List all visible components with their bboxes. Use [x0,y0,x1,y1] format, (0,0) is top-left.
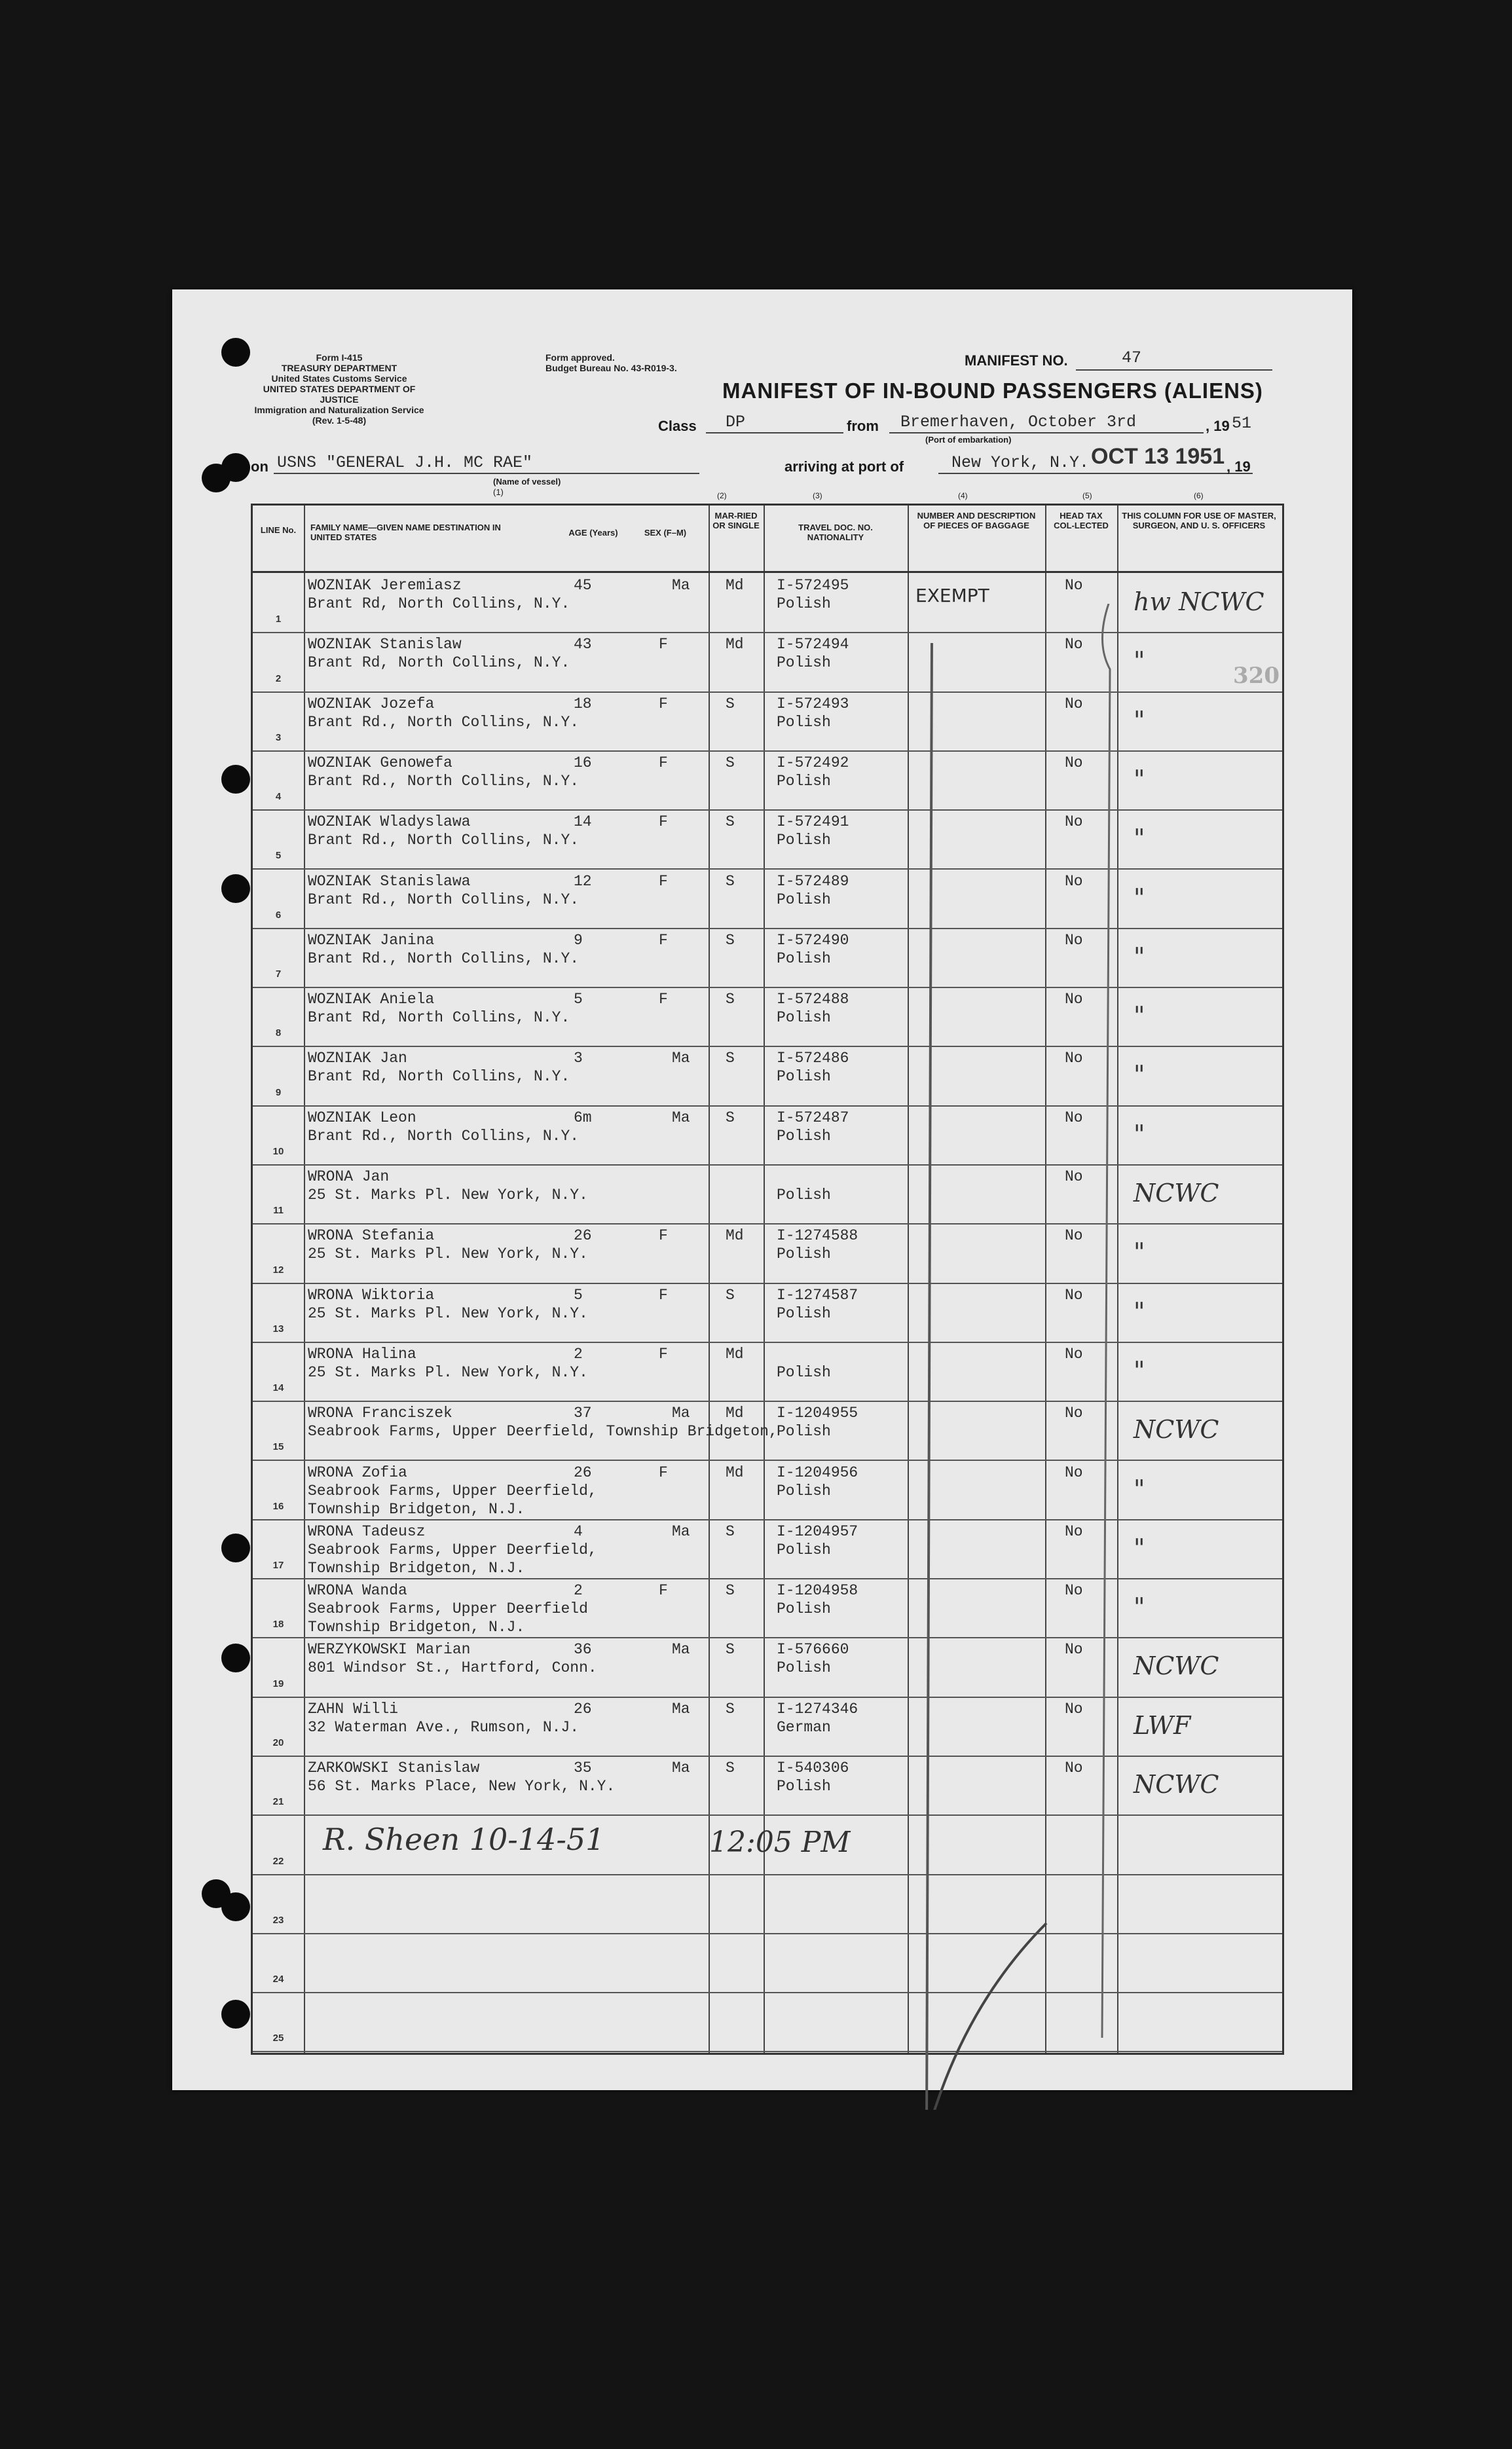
officer-note: " [1134,1355,1145,1385]
marital-status: S [726,1522,735,1540]
line-number: 19 [272,1678,284,1689]
travel-doc: I-572493 [777,695,849,712]
passenger-name: WOZNIAK Jeremiasz [308,577,462,594]
travel-doc: I-572487 [777,1109,849,1126]
sex: F [659,991,668,1008]
marital-status: S [726,813,735,831]
header-married: MAR-RIED OR SINGLE [712,511,760,530]
line-number: 18 [272,1619,284,1630]
arrival-date-stamp: OCT 13 1951 [1091,444,1225,469]
nationality: Polish [777,1009,831,1027]
sex: F [659,636,668,654]
head-tax: No [1065,813,1083,831]
destination: 25 St. Marks Pl. New York, N.Y. [308,1245,588,1263]
nationality: Polish [777,772,831,790]
head-tax: No [1065,1286,1083,1304]
head-tax: No [1065,1227,1083,1245]
nationality: Polish [777,1600,831,1618]
officer-note: " [1134,824,1145,853]
passenger-name: WRONA Halina [308,1345,416,1363]
head-tax: No [1065,1464,1083,1481]
destination: 25 St. Marks Pl. New York, N.Y. [308,1363,588,1381]
nationality: Polish [777,595,831,612]
destination: Brant Rd., North Collins, N.Y. [308,949,580,967]
marital-status: S [726,991,735,1008]
col-num: (5) [1082,491,1092,500]
year-value: 51 [1232,414,1252,433]
travel-doc: I-572486 [777,1050,849,1067]
line-number: 23 [272,1914,284,1926]
header-age: AGE (Years) [568,528,618,538]
travel-doc: I-576660 [777,1641,849,1659]
passenger-name: WOZNIAK Stanislawa [308,872,471,890]
table-row [253,1637,1282,1696]
travel-doc: I-1204958 [777,1582,858,1600]
header-sex: SEX (F–M) [644,528,687,538]
header-travel: TRAVEL DOC. NO. NATIONALITY [798,523,873,542]
passenger-name: WOZNIAK Jan [308,1050,407,1067]
margin-mark: 320 [1233,663,1280,689]
sex: F [659,813,668,831]
marital-status: S [726,1759,735,1777]
header-line-no: LINE No. [260,525,297,535]
head-tax: No [1065,1582,1083,1600]
sex: F [659,754,668,771]
age: 35 [574,1759,592,1777]
head-tax: No [1065,1641,1083,1659]
line-number: 1 [275,614,282,625]
marital-status: S [726,1641,735,1659]
table-row [253,809,1282,868]
head-tax: No [1065,1700,1083,1718]
punch-hole [221,765,250,794]
head-tax: No [1065,931,1083,949]
line-number: 6 [275,909,282,921]
nationality: Polish [777,891,831,908]
table-row [253,869,1282,928]
table-row [253,1697,1282,1756]
col-num: (3) [813,491,822,500]
age: 14 [574,813,592,831]
destination: Seabrook Farms, Upper Deerfield, Township Bridgeton, [308,1423,778,1441]
destination-2: Township Bridgeton, N.J. [308,1500,525,1518]
line-number: 2 [275,672,282,684]
header-name: FAMILY NAME—GIVEN NAME DESTINATION IN UNITED STATES [310,523,501,542]
destination: Brant Rd., North Collins, N.Y. [308,1127,580,1145]
line-number: 10 [272,1145,284,1157]
age: 18 [574,695,592,712]
destination: Seabrook Farms, Upper Deerfield [308,1600,588,1618]
line-number: 14 [272,1382,284,1394]
punch-hole [221,1892,250,1921]
passenger-name: WRONA Wiktoria [308,1286,435,1304]
nationality: German [777,1718,831,1736]
officer-note: NCWC [1134,1770,1219,1799]
nationality: Polish [777,1245,831,1263]
sex: F [659,1227,668,1245]
officer-note: " [1134,764,1145,794]
travel-doc: I-1274587 [777,1286,858,1304]
nationality: Polish [777,1304,831,1322]
embark-note: (Port of embarkation) [925,435,1012,445]
line-number: 24 [272,1974,284,1985]
marital-status: Md [726,577,744,594]
age: 36 [574,1641,592,1659]
travel-doc: I-1274588 [777,1227,858,1245]
officer-note: " [1134,1593,1145,1622]
head-tax: No [1065,577,1083,594]
head-tax: No [1065,1168,1083,1185]
line-number: 7 [275,968,282,980]
manifest-no-value: 47 [1122,348,1142,367]
officer-note: NCWC [1134,1179,1219,1207]
nationality: Polish [777,1068,831,1086]
punch-hole [202,464,230,492]
travel-doc: I-572489 [777,872,849,890]
sex-male: Ma [672,1700,690,1718]
age: 26 [574,1464,592,1481]
marital-status: S [726,1286,735,1304]
table-row [253,928,1282,987]
line-number: 21 [272,1796,284,1808]
passenger-name: WRONA Stefania [308,1227,435,1245]
col-num: (4) [958,491,968,500]
table-row [253,691,1282,750]
nationality: Polish [777,713,831,731]
officer-note: LWF [1134,1710,1191,1740]
line-number: 11 [273,1205,284,1217]
destination-2: Township Bridgeton, N.J. [308,1619,525,1636]
arriving-label: arriving at port of [784,458,904,475]
age: 5 [574,991,583,1008]
punch-hole [221,1534,250,1562]
destination-2: Township Bridgeton, N.J. [308,1559,525,1577]
age: 2 [574,1582,583,1600]
table-row [253,750,1282,809]
travel-doc: I-572491 [777,813,849,831]
year-prefix: , 19 [1206,418,1230,434]
table-row [253,1342,1282,1401]
destination: 25 St. Marks Pl. New York, N.Y. [308,1304,588,1322]
passenger-name: ZARKOWSKI Stanislaw [308,1759,480,1777]
punch-hole [221,2000,250,2029]
travel-doc: I-572490 [777,931,849,949]
passenger-name: ZAHN Willi [308,1700,399,1718]
table-row [253,632,1282,691]
age: 3 [574,1050,583,1067]
head-tax-line [1082,604,1122,2110]
table-row [253,1756,1282,1814]
header-officers: THIS COLUMN FOR USE OF MASTER, SURGEON, AND U. S. OFFICERS [1122,511,1276,530]
marital-status: Md [726,1345,744,1363]
line-number: 20 [272,1737,284,1748]
destination: Brant Rd., North Collins, N.Y. [308,713,580,731]
age: 43 [574,636,592,654]
nationality: Polish [777,1659,831,1677]
signoff-time: 12:05 PM [709,1826,851,1859]
head-tax: No [1065,1759,1083,1777]
table-row [253,1223,1282,1282]
col-num: (2) [717,491,727,500]
head-tax: No [1065,695,1083,712]
punch-hole [221,874,250,903]
marital-status: Md [726,1405,744,1422]
head-tax: No [1065,1109,1083,1126]
passenger-name: WRONA Jan [308,1168,390,1185]
travel-doc: I-572495 [777,577,849,594]
destination: Brant Rd, North Collins, N.Y. [308,654,570,672]
travel-doc: I-572488 [777,991,849,1008]
travel-doc: I-572494 [777,636,849,654]
age: 26 [574,1700,592,1718]
head-tax: No [1065,1405,1083,1422]
col-num: (6) [1194,491,1204,500]
nationality: Polish [777,949,831,967]
table-row [253,1401,1282,1460]
line-number: 13 [272,1323,284,1335]
age: 4 [574,1522,583,1540]
sex: F [659,872,668,890]
line-number: 22 [272,1855,284,1867]
nationality: Polish [777,832,831,849]
passenger-name: WOZNIAK Leon [308,1109,416,1126]
punch-hole [221,1644,250,1672]
baggage: EXEMPT [915,585,989,606]
passenger-name: WRONA Wanda [308,1582,407,1600]
destination: 56 St. Marks Place, New York, N.Y. [308,1778,616,1795]
marital-status: S [726,1582,735,1600]
line-number: 25 [272,2033,284,2044]
passenger-name: WERZYKOWSKI Marian [308,1641,471,1659]
sex-male: Ma [672,1522,690,1540]
sex: F [659,1582,668,1600]
table-row [253,1874,1282,1933]
sex: F [659,1345,668,1363]
age: 2 [574,1345,583,1363]
sex-male: Ma [672,577,690,594]
table-row [253,987,1282,1046]
header-baggage: NUMBER AND DESCRIPTION OF PIECES OF BAGGAGE [917,511,1036,530]
sex-male: Ma [672,1405,690,1422]
line-number: 16 [272,1500,284,1512]
passenger-name: WOZNIAK Genowefa [308,754,452,771]
travel-doc: I-540306 [777,1759,849,1777]
officer-note: " [1134,1119,1145,1149]
arrival-suffix: , 19 [1226,458,1251,475]
table-row [253,1578,1282,1637]
class-label: Class [658,418,697,434]
line-number: 5 [275,850,282,862]
marital-status: S [726,695,735,712]
destination: Brant Rd., North Collins, N.Y. [308,772,580,790]
destination: Seabrook Farms, Upper Deerfield, [308,1482,597,1500]
officer-note: NCWC [1134,1651,1219,1681]
sex-male: Ma [672,1109,690,1126]
line-number: 15 [272,1441,284,1453]
marital-status: Md [726,636,744,654]
nationality: Polish [777,654,831,672]
age: 5 [574,1286,583,1304]
marital-status: S [726,1700,735,1718]
vessel-note: (Name of vessel) [493,477,561,487]
age: 12 [574,872,592,890]
manifest-no-label: MANIFEST NO. [965,352,1068,369]
head-tax: No [1065,991,1083,1008]
line-number: 17 [272,1560,284,1572]
officer-note: " [1134,883,1145,912]
class-value: DP [726,413,746,432]
officer-note: " [1134,1060,1145,1090]
officer-note: " [1134,1474,1145,1503]
destination: Brant Rd., North Collins, N.Y. [308,832,580,849]
nationality: Polish [777,1127,831,1145]
destination: Brant Rd, North Collins, N.Y. [308,1068,570,1086]
officer-note: " [1134,1001,1145,1031]
signature: R. Sheen 10-14-51 [323,1822,605,1857]
marital-status: S [726,1050,735,1067]
sex: F [659,1464,668,1481]
table-row [253,573,1282,632]
on-label: on [251,458,268,475]
sex-male: Ma [672,1759,690,1777]
head-tax: No [1065,1345,1083,1363]
head-tax: No [1065,872,1083,890]
nationality: Polish [777,1482,831,1500]
nationality: Polish [777,1778,831,1795]
table-row [253,1164,1282,1223]
passenger-name: WOZNIAK Janina [308,931,435,949]
baggage-exempt-line [886,630,1109,2110]
officer-note: " [1134,1297,1145,1326]
sex-male: Ma [672,1641,690,1659]
form-info: Form I-415 TREASURY DEPARTMENT United States Customs Service UNITED STATES DEPARTMENT OF JUSTICE Immigration and Naturalization Service (Rev. 1-5-48) [254,352,424,426]
head-tax: No [1065,754,1083,771]
line-number: 12 [272,1264,284,1276]
line-number: 9 [275,1086,282,1098]
line-number: 8 [275,1027,282,1039]
passenger-name: WRONA Tadeusz [308,1522,426,1540]
passenger-name: WOZNIAK Jozefa [308,695,435,712]
travel-doc: I-572492 [777,754,849,771]
officer-note: " [1134,1238,1145,1267]
destination: 801 Windsor St., Hartford, Conn. [308,1659,597,1677]
destination: Seabrook Farms, Upper Deerfield, [308,1541,597,1558]
page-title: MANIFEST OF IN-BOUND PASSENGERS (ALIENS) [722,378,1263,403]
from-label: from [847,418,879,434]
travel-doc: I-1204955 [777,1405,858,1422]
line-number: 3 [275,731,282,743]
table-row [253,1992,1282,2051]
passenger-name: WOZNIAK Wladyslawa [308,813,471,831]
marital-status: Md [726,1227,744,1245]
marital-status: S [726,931,735,949]
age: 6m [574,1109,592,1126]
passenger-name: WOZNIAK Stanislaw [308,636,462,654]
age: 9 [574,931,583,949]
destination: 25 St. Marks Pl. New York, N.Y. [308,1187,588,1204]
age: 16 [574,754,592,771]
head-tax: No [1065,1522,1083,1540]
travel-doc: I-1204957 [777,1522,858,1540]
head-tax: No [1065,1050,1083,1067]
vessel-num: (1) [493,487,504,497]
table-row [253,1046,1282,1105]
table-row [253,1519,1282,1578]
marital-status: S [726,754,735,771]
header-tax: HEAD TAX COL-LECTED [1054,511,1109,530]
officer-note: " [1134,942,1145,971]
marital-status: S [726,872,735,890]
officer-note: " [1134,705,1145,735]
form-approval: Form approved. Budget Bureau No. 43-R019-3. [545,352,677,373]
marital-status: Md [726,1464,744,1481]
head-tax: No [1065,636,1083,654]
officer-note: " [1134,646,1145,676]
officer-note: NCWC [1134,1415,1219,1445]
officer-note: " [1134,1533,1145,1562]
destination: Brant Rd, North Collins, N.Y. [308,1009,570,1027]
vessel-name: USNS "GENERAL J.H. MC RAE" [277,453,533,472]
age: 45 [574,577,592,594]
destination: 32 Waterman Ave., Rumson, N.J. [308,1718,580,1736]
nationality: Polish [777,1541,831,1558]
marital-status: S [726,1109,735,1126]
table-row [253,1460,1282,1519]
age: 26 [574,1227,592,1245]
passenger-name: WOZNIAK Aniela [308,991,435,1008]
destination: Brant Rd, North Collins, N.Y. [308,595,570,612]
sex: F [659,931,668,949]
sex-male: Ma [672,1050,690,1067]
table-row [253,1283,1282,1342]
sex: F [659,695,668,712]
age: 37 [574,1405,592,1422]
nationality: Polish [777,1187,831,1204]
table-row [253,1105,1282,1164]
arrival-port: New York, N.Y. [951,453,1090,472]
passenger-name: WRONA Franciszek [308,1405,452,1422]
passenger-name: WRONA Zofia [308,1464,407,1481]
travel-doc: I-1204956 [777,1464,858,1481]
officer-note: hw NCWC [1134,587,1264,616]
nationality: Polish [777,1363,831,1381]
table-row [253,1933,1282,1992]
sex: F [659,1286,668,1304]
from-value: Bremerhaven, October 3rd [900,413,1137,432]
nationality: Polish [777,1423,831,1441]
line-number: 4 [275,791,282,803]
destination: Brant Rd., North Collins, N.Y. [308,891,580,908]
travel-doc: I-1274346 [777,1700,858,1718]
manifest-page [172,289,1352,2090]
